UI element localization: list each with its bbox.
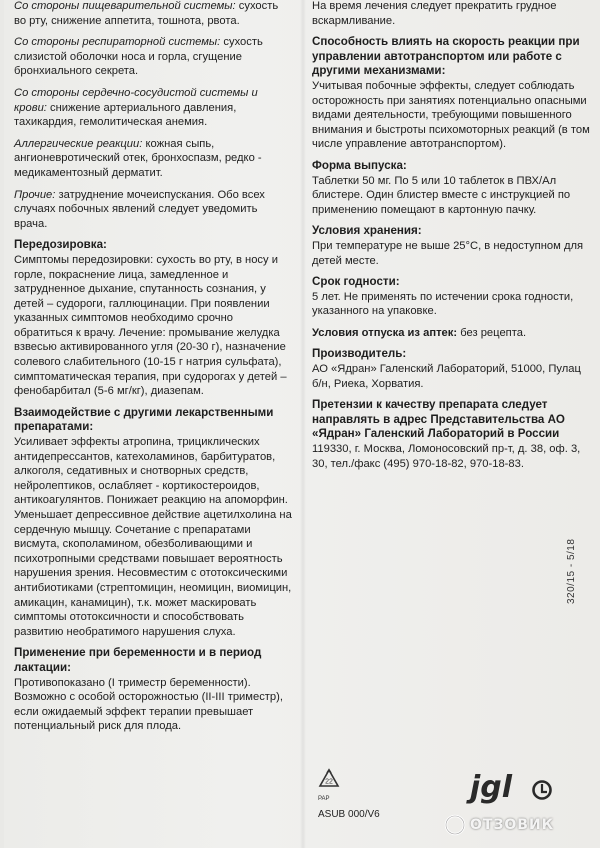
side-effects-respiratory: Со стороны респираторной системы: сухость слизистой оболочки носа и горла, сгущение бронхиального секрета. <box>14 36 263 78</box>
driving-title: Способность влиять на скорость реакции при управлении автотранспортом или работе с другими механизмами: <box>312 35 580 78</box>
interaction-title: Взаимодействие с другими лекарственными препаратами: <box>14 405 274 434</box>
shelf-life-text: 5 лет. Не применять по истечении срока годности, указанного на упаковке. <box>312 290 574 318</box>
overdose-text: Симптомы передозировки: сухость во рту, в носу и горле, покраснение лица, замедленное и затрудненное дыхание, спутанность сознания, у детей – судороги, галлюцинации. При появлении указанных симптомов необходимо срочно обратиться к врачу. Лечение: промывание желудка взвесью активированного угля (20-30 г), назначение солевого слабительного (10-15 г натрия сульфата), симптоматическая терапия, при судорогах у детей – фенобарбитал (5-6 мг/кг), диазепам. <box>14 253 287 398</box>
page-fold <box>300 0 306 848</box>
form-section <box>312 159 590 217</box>
pregnancy-section <box>14 646 292 734</box>
recycle-icon <box>314 767 344 797</box>
storage-title: Условия хранения: <box>312 224 422 238</box>
manufacturer-section <box>312 347 590 391</box>
interaction-text: Усиливает эффекты атропина, трициклических антидепрессантов, катехоламинов, барбитуратов, алкоголя, седативных и снотворных средств, нейролептиков, ослабляет - кортикостероидов, антикоагулянтов. Понижает реакцию на апоморфин. Уменьшает депрессивное действие ацетилхолина на сердечную мышцу. Сочетание с препаратами висмута, скополамином, обезболивающими и психотропными средствами повышает вероятность нарушения зрения. Несовместим с ототоксическими антибиотиками (стрептомицин, неомицин, виомицин, амикацин, канамицин), т.к. может маскировать симптомы ототоксичности и способствовать развитию необратимого нарушения слуха. <box>14 436 292 638</box>
right-column <box>312 0 590 478</box>
left-column <box>14 0 292 741</box>
pregnancy-text: Противопоказано (I триместр беременности). Возможно с особой осторожностью (II-III триместр), если ожидаемый эффект терапии превышает потенциальный риск для плода. <box>14 676 283 733</box>
watermark-text: ОТЗОВИК <box>470 817 555 833</box>
otzovik-watermark <box>444 807 600 843</box>
jgl-logo-mark-icon <box>532 780 552 800</box>
storage-section <box>312 224 590 268</box>
manufacturer-text: АО «Ядран» Галенский Лабораторий, 51000, Пулац б/н, Риека, Хорватия. <box>312 363 581 390</box>
lactation-note: На время лечения следует прекратить грудное вскармливание. <box>312 0 557 27</box>
side-effects-allergic: Аллергические реакции: кожная сыпь, ангионевротический отек, бронхоспазм, редко - медикаментозный дерматит. <box>14 137 262 179</box>
asub-code: ASUB 000/V6 <box>318 809 380 820</box>
claims-title: Претензии к качеству препарата следует направлять в адрес Представительства АО «Ядран» Галенский Лабораторий в России <box>312 398 565 441</box>
interaction-section <box>14 406 292 640</box>
print-code: 320/15 - 5/18 <box>566 538 577 604</box>
pap-label: PAP <box>318 796 330 802</box>
overdose-section <box>14 238 292 399</box>
otzovik-logo-icon <box>444 814 466 836</box>
side-effects-other: Прочие: затруднение мочеиспускания. Обо всех случаях побочных явлений следует уведомить врача. <box>14 188 265 230</box>
jgl-logo: jgl <box>470 770 513 805</box>
manufacturer-title: Производитель: <box>312 347 407 361</box>
shelf-life-title: Срок годности: <box>312 275 400 289</box>
side-effects-digestive: Со стороны пищеварительной системы: сухость во рту, снижение аппетита, тошнота, рвота. <box>14 0 279 27</box>
recycle-number: 22 <box>325 778 333 786</box>
shelf-life-section <box>312 275 590 319</box>
form-text: Таблетки 50 мг. По 5 или 10 таблеток в ПВХ/Ал блистере. Один блистер вместе с инструкцией по применению помещают в картонную пачку. <box>312 174 571 216</box>
storage-text: При температуре не выше 25°С, в недоступном для детей месте. <box>312 239 584 267</box>
dispense-conditions: Условия отпуска из аптек: без рецепта. <box>312 326 527 339</box>
driving-text: Учитывая побочные эффекты, следует соблюдать осторожность при занятиях потенциально опасными видами деятельности, требующими повышенного внимания и быстроты психомоторных реакций (в том числе управление автотранспортом). <box>312 79 590 151</box>
side-effects-cardio: Со стороны сердечно-сосудистой системы и крови: снижение артериального давления, тахикардия, гемолитическая анемия. <box>14 86 258 129</box>
pregnancy-title: Применение при беременности и в период лактации: <box>14 646 262 674</box>
form-title: Форма выпуска: <box>312 158 407 172</box>
overdose-title: Передозировка: <box>14 238 107 252</box>
claims-section <box>312 398 590 471</box>
claims-text: 119330, г. Москва, Ломоносовский пр-т, д. 38, оф. 3, 30, тел./факс (495) 970-18-82, 970-18-83. <box>312 443 581 470</box>
driving-section <box>312 35 590 152</box>
